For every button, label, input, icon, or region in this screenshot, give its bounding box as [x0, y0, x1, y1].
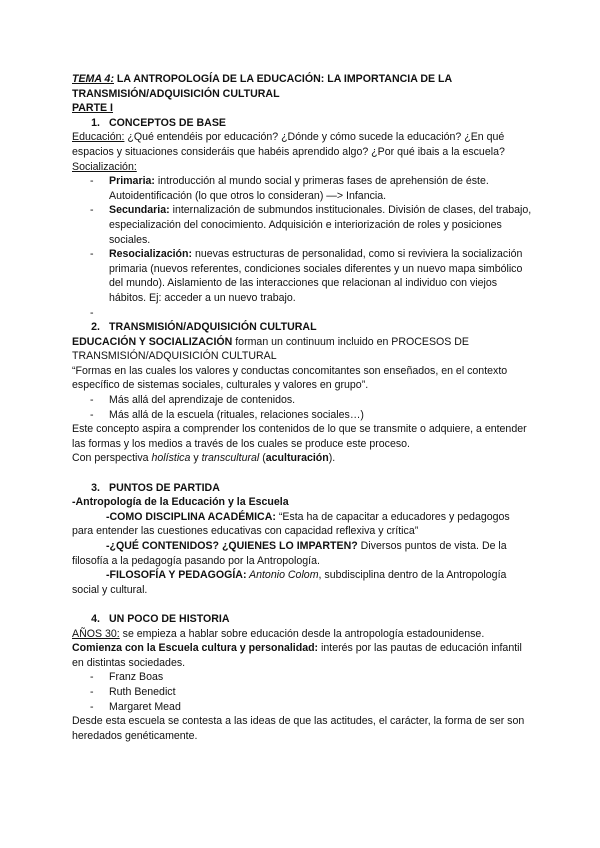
item-text: introducción al mundo social y primeras fases de aprehensión de éste. Autoidentificación (lo que otros lo consideran) —> Infancia.: [109, 175, 489, 202]
section-number: 2.: [91, 321, 100, 334]
filosofia-text: , subdisciplina dentro de la Antropología social y cultural.: [72, 569, 507, 596]
list-item: [72, 700, 532, 715]
section-number: 4.: [91, 612, 100, 625]
spacer: [72, 597, 532, 612]
aculturacion-term: aculturación: [265, 452, 329, 465]
intro-text: forman un continuum incluido en PROCESOS DE TRANSMISIÓN/ADQUISICIÓN CULTURAL: [72, 335, 470, 363]
item-text: Más allá del aprendizaje de contenidos.: [109, 394, 296, 407]
section-1-heading: [72, 116, 532, 131]
list-item: [72, 670, 532, 685]
bullet-dash: -: [90, 408, 94, 421]
empty-list-item: [72, 306, 532, 321]
transcultural-term: transcultural: [201, 452, 260, 465]
section-title: TRANSMISIÓN/ADQUISICIÓN CULTURAL: [109, 321, 317, 334]
perspective-paragraph: [72, 451, 532, 466]
perspective-text: y: [190, 452, 202, 465]
bullet-dash: -: [90, 175, 94, 188]
disciplina-paragraph: [72, 510, 532, 539]
tema-text: LA ANTROPOLOGÍA DE LA EDUCACIÓN: LA IMPORTANCIA DE LA TRANSMISIÓN/ADQUISICIÓN CULTURAL: [72, 73, 452, 100]
school-paragraph: [72, 641, 532, 670]
intro-bold: EDUCACIÓN Y SOCIALIZACIÓN: [72, 335, 233, 348]
concept-paragraph: Este concepto aspira a comprender los contenidos de lo que se transmite o adquiere, a entender las formas y los medios a través de los cuales se produce este proceso.: [72, 423, 527, 450]
contenidos-text: Diversos puntos de vista. De la filosofía a la pedagogía pasando por la Antropología.: [72, 540, 507, 567]
filosofia-paragraph: [72, 568, 532, 597]
educacion-paragraph: [72, 130, 532, 159]
contenidos-label: -¿QUÉ CONTENIDOS? ¿QUIENES LO IMPARTEN?: [106, 540, 358, 552]
section-4-heading: [72, 612, 532, 627]
item-text: nuevas estructuras de personalidad, como si reviviera la socialización primaria (nuevos referentes, condiciones sociales diferentes y un nuevo mapa simbólico del mundo). Aislamiento de las interacciones que relacionan al individuo con viejos hábitos. Ej: acceder a un nuevo trabajo.: [109, 248, 523, 304]
section-title: PUNTOS DE PARTIDA: [109, 481, 220, 494]
author-name: Antonio Colom: [246, 569, 319, 582]
contenidos-paragraph: [72, 539, 532, 568]
document-content: [72, 72, 532, 743]
list-item: [72, 247, 532, 305]
perspective-text: ).: [328, 452, 336, 465]
section-3-heading: [72, 481, 532, 496]
section-2-heading: [72, 320, 532, 335]
quote-paragraph: “Formas en las cuales los valores y conductas concomitantes son enseñados, en el contexto específico de sistemas sociales, culturales y valores en grupo”.: [72, 364, 508, 392]
educacion-text: ¿Qué entendéis por educación? ¿Dónde y cómo sucede la educación? ¿En qué espacios y situaciones consideráis que habéis aprendido algo? ¿Por qué ibais a la escuela?: [72, 131, 505, 158]
list-item: [72, 393, 532, 408]
perspective-text: Con perspectiva: [72, 452, 152, 465]
spacer: [72, 466, 532, 481]
bullet-dash: -: [90, 671, 94, 684]
tema-label: TEMA 4:: [72, 73, 114, 85]
bullet-dash: -: [90, 306, 94, 319]
bullet-dash: -: [90, 248, 94, 261]
subsection-title: -Antropología de la Educación y la Escuela: [72, 496, 289, 509]
filosofia-label: -FILOSOFÍA Y PEDAGOGÍA:: [106, 569, 247, 582]
list-item: [72, 203, 532, 247]
person-name: Margaret Mead: [109, 700, 181, 713]
anos-label: AÑOS 30:: [72, 627, 120, 640]
anos-paragraph: [72, 627, 532, 642]
holistica-term: holística: [151, 452, 191, 465]
section-title: CONCEPTOS DE BASE: [109, 116, 226, 129]
school-text: interés por las pautas de educación infantil en distintas sociedades.: [72, 642, 522, 669]
disciplina-label: -COMO DISCIPLINA ACADÉMICA:: [106, 510, 276, 523]
person-name: Franz Boas: [109, 671, 164, 684]
intro-paragraph: [72, 335, 532, 364]
list-item: [72, 685, 532, 700]
item-term: Resocialización:: [109, 248, 193, 261]
bullet-dash: -: [90, 700, 94, 713]
bullet-dash: -: [90, 685, 94, 698]
section-title: UN POCO DE HISTORIA: [109, 612, 230, 625]
document-title: [72, 72, 532, 101]
socializacion-label: Socialización:: [72, 160, 137, 173]
person-name: Ruth Benedict: [109, 685, 176, 698]
list-item: [72, 174, 532, 203]
item-term: Primaria:: [109, 175, 155, 188]
educacion-label: Educación:: [72, 131, 125, 144]
anos-text: se empieza a hablar sobre educación desde la antropología estadounidense.: [119, 627, 485, 640]
bullet-dash: -: [90, 204, 94, 217]
parte-heading: PARTE I: [72, 102, 114, 115]
item-text: Más allá de la escuela (rituales, relaciones sociales…): [109, 408, 364, 421]
item-text: internalización de submundos institucionales. División de clases, del trabajo, especialización del conocimiento. Adquisición e interiorización de roles y posiciones sociales.: [109, 204, 532, 246]
perspective-text: (: [259, 452, 266, 465]
section-number: 3.: [91, 481, 100, 494]
list-item: [72, 408, 532, 423]
school-label: Comienza con la Escuela cultura y personalidad:: [72, 642, 319, 655]
bullet-dash: -: [90, 394, 94, 407]
closing-paragraph: Desde esta escuela se contesta a las ideas de que las actitudes, el carácter, la forma de ser son heredados genéticamente.: [72, 715, 525, 742]
section-number: 1.: [91, 116, 100, 129]
item-term: Secundaria:: [109, 204, 170, 217]
disciplina-text: “Esta ha de capacitar a educadores y pedagogos para entender las cuestiones educativas con capacidad reflexiva y crítica”: [72, 510, 510, 538]
